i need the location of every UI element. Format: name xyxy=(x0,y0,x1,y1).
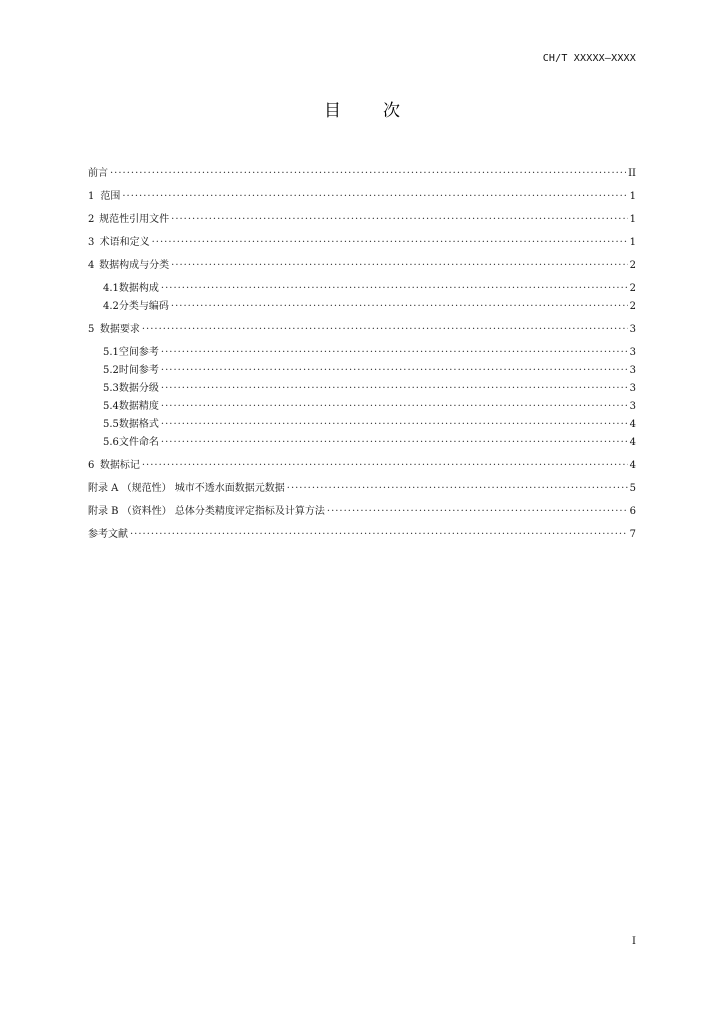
toc-entry-page: 3 xyxy=(629,365,636,376)
toc-subentry[interactable] xyxy=(88,282,636,295)
toc-entry-page: 2 xyxy=(629,260,636,271)
toc-entry-label: 规范性引用文件 xyxy=(99,214,170,225)
toc-subentry[interactable] xyxy=(88,382,636,395)
toc-entry-number: 3 xyxy=(88,237,95,248)
toc-entry-page: 3 xyxy=(629,383,636,394)
toc-entry-number: 5.4 xyxy=(103,401,119,412)
toc-leader-dots xyxy=(110,167,626,180)
toc-leader-dots xyxy=(122,190,627,203)
toc-entry-page: 5 xyxy=(629,483,636,494)
toc-entry-label: 数据标记 xyxy=(99,460,140,471)
toc-entry[interactable] xyxy=(88,505,636,518)
toc-subentry[interactable] xyxy=(88,346,636,359)
toc-subentry[interactable] xyxy=(88,300,636,313)
toc-subentry[interactable] xyxy=(88,400,636,413)
toc-subentry[interactable] xyxy=(88,418,636,431)
toc-entry-number: 4.2 xyxy=(103,301,119,312)
toc-entry-number: 5.6 xyxy=(103,437,119,448)
table-of-contents xyxy=(88,167,636,551)
toc-entry-label: 参考文献 xyxy=(88,529,128,540)
page-number: I xyxy=(632,936,636,947)
toc-leader-dots xyxy=(287,482,628,495)
toc-leader-dots xyxy=(171,300,628,313)
toc-subentry[interactable] xyxy=(88,364,636,377)
toc-entry-page: 3 xyxy=(629,347,636,358)
toc-entry-label: 数据分级 xyxy=(118,383,159,394)
toc-entry[interactable] xyxy=(88,482,636,495)
toc-leader-dots xyxy=(161,382,628,395)
toc-entry-label: 前言 xyxy=(88,168,108,179)
toc-entry-label: 数据构成与分类 xyxy=(99,260,170,271)
toc-entry-number: 5.2 xyxy=(103,365,119,376)
toc-leader-dots xyxy=(152,236,628,249)
toc-entry-page: 4 xyxy=(629,460,636,471)
toc-entry-page: 3 xyxy=(629,401,636,412)
toc-entry-number: 4 xyxy=(88,260,95,271)
toc-entry-label: 附录 B （资料性） 总体分类精度评定指标及计算方法 xyxy=(88,506,325,517)
toc-entry[interactable] xyxy=(88,236,636,249)
toc-leader-dots xyxy=(130,528,628,541)
toc-entry[interactable] xyxy=(88,323,636,336)
toc-entry-number: 5 xyxy=(88,324,95,335)
page-title: 目次 xyxy=(324,101,442,121)
toc-entry-page: II xyxy=(628,168,636,179)
toc-entry-page: 6 xyxy=(629,506,636,517)
toc-entry-label: 数据精度 xyxy=(118,401,159,412)
toc-leader-dots xyxy=(161,400,628,413)
toc-entry[interactable] xyxy=(88,459,636,472)
toc-entry-label: 空间参考 xyxy=(118,347,159,358)
toc-leader-dots xyxy=(142,323,628,336)
toc-entry[interactable] xyxy=(88,167,636,180)
toc-leader-dots xyxy=(161,436,628,449)
toc-entry-label: 文件命名 xyxy=(118,437,159,448)
toc-entry-page: 7 xyxy=(629,529,636,540)
toc-leader-dots xyxy=(161,282,628,295)
toc-entry-number: 5.5 xyxy=(103,419,119,430)
toc-entry[interactable] xyxy=(88,190,636,203)
toc-entry-page: 1 xyxy=(629,214,636,225)
toc-leader-dots xyxy=(171,213,627,226)
toc-leader-dots xyxy=(161,346,628,359)
toc-entry-label: 数据格式 xyxy=(118,419,159,430)
toc-entry-label: 数据构成 xyxy=(118,283,159,294)
toc-entry-label: 术语和定义 xyxy=(99,237,150,248)
toc-entry-page: 1 xyxy=(629,237,636,248)
toc-entry-number: 4.1 xyxy=(103,283,119,294)
toc-leader-dots xyxy=(327,505,628,518)
toc-entry-page: 4 xyxy=(629,437,636,448)
toc-entry[interactable] xyxy=(88,213,636,226)
toc-leader-dots xyxy=(161,364,628,377)
toc-entry-number: 5.3 xyxy=(103,383,119,394)
document-code: CH/T XXXXX—XXXX xyxy=(542,53,636,64)
toc-leader-dots xyxy=(142,459,628,472)
toc-entry-page: 4 xyxy=(629,419,636,430)
toc-entry-page: 3 xyxy=(629,324,636,335)
toc-subentry[interactable] xyxy=(88,436,636,449)
toc-entry-page: 1 xyxy=(629,191,636,202)
toc-entry-number: 5.1 xyxy=(103,347,119,358)
toc-entry-label: 数据要求 xyxy=(99,324,140,335)
toc-entry-label: 分类与编码 xyxy=(118,301,169,312)
toc-entry-page: 2 xyxy=(629,283,636,294)
toc-entry-number: 6 xyxy=(88,460,95,471)
toc-entry-label: 范围 xyxy=(100,191,121,202)
toc-entry-number: 1 xyxy=(88,191,95,202)
toc-entry[interactable] xyxy=(88,528,636,541)
toc-leader-dots xyxy=(171,259,627,272)
toc-entry-label: 附录 A （规范性） 城市不透水面数据元数据 xyxy=(88,483,285,494)
toc-entry-label: 时间参考 xyxy=(118,365,159,376)
toc-entry[interactable] xyxy=(88,259,636,272)
toc-leader-dots xyxy=(161,418,628,431)
toc-entry-page: 2 xyxy=(629,301,636,312)
toc-entry-number: 2 xyxy=(88,214,95,225)
